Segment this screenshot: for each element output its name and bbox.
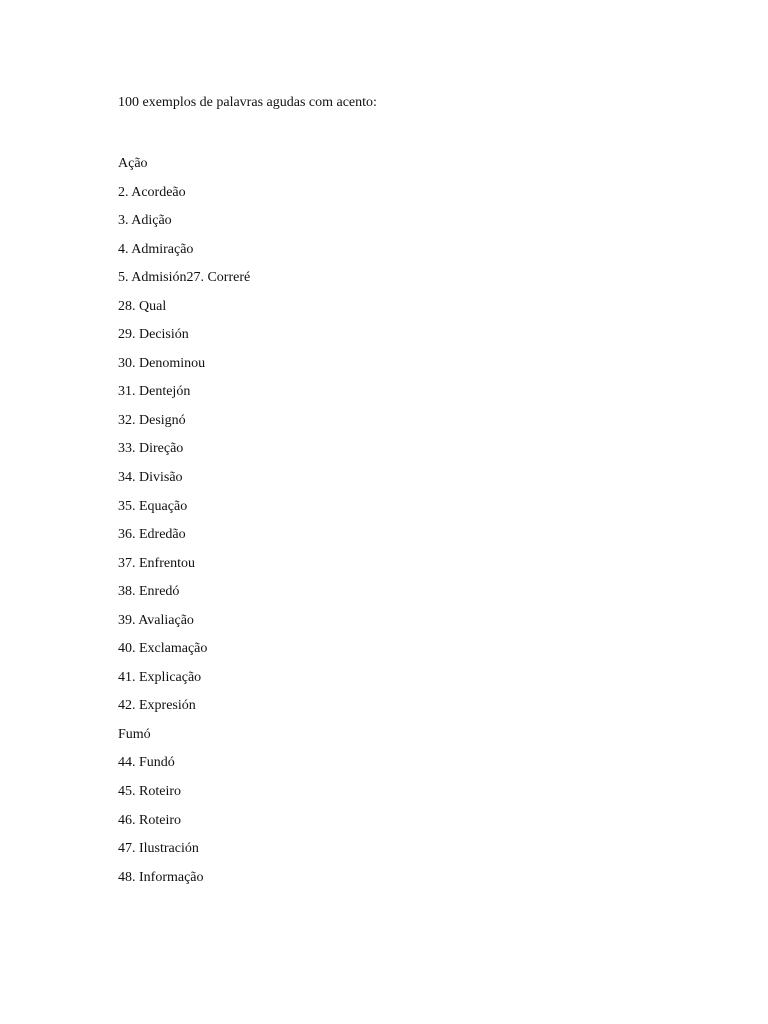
list-item: 5. Admisión27. Correré	[118, 270, 251, 286]
list-item: Ação	[118, 156, 148, 171]
list-item: 39. Avaliação	[118, 612, 194, 628]
list-item: 46. Roteiro	[118, 812, 181, 828]
list-item: 31. Dentejón	[118, 384, 191, 400]
list-item: 32. Designó	[118, 412, 186, 428]
list-item: 36. Edredão	[118, 527, 186, 543]
list-item: 38. Enredó	[118, 584, 180, 600]
list-item: 2. Acordeão	[118, 184, 186, 200]
list-item: 33. Direção	[118, 441, 184, 457]
list-item: 48. Informação	[118, 869, 204, 885]
list-item: 35. Equação	[118, 498, 188, 514]
list-item: 37. Enfrentou	[118, 555, 195, 571]
document-title: 100 exemplos de palavras agudas com acento:	[118, 95, 377, 110]
list-item: 44. Fundó	[118, 755, 175, 771]
list-item: 41. Explicação	[118, 669, 202, 685]
list-item: 42. Expresión	[118, 698, 196, 714]
list-item: 29. Decisión	[118, 327, 189, 343]
list-item: 34. Divisão	[118, 470, 183, 486]
list-item: 47. Ilustración	[118, 841, 199, 857]
list-item: 45. Roteiro	[118, 784, 181, 800]
list-item: Fumó	[118, 726, 151, 742]
word-list	[118, 155, 250, 897]
list-item: 4. Admiração	[118, 241, 194, 257]
list-item: 28. Qual	[118, 298, 167, 314]
list-item: 40. Exclamação	[118, 641, 208, 657]
list-item: 30. Denominou	[118, 355, 206, 371]
list-item: 3. Adição	[118, 213, 172, 229]
